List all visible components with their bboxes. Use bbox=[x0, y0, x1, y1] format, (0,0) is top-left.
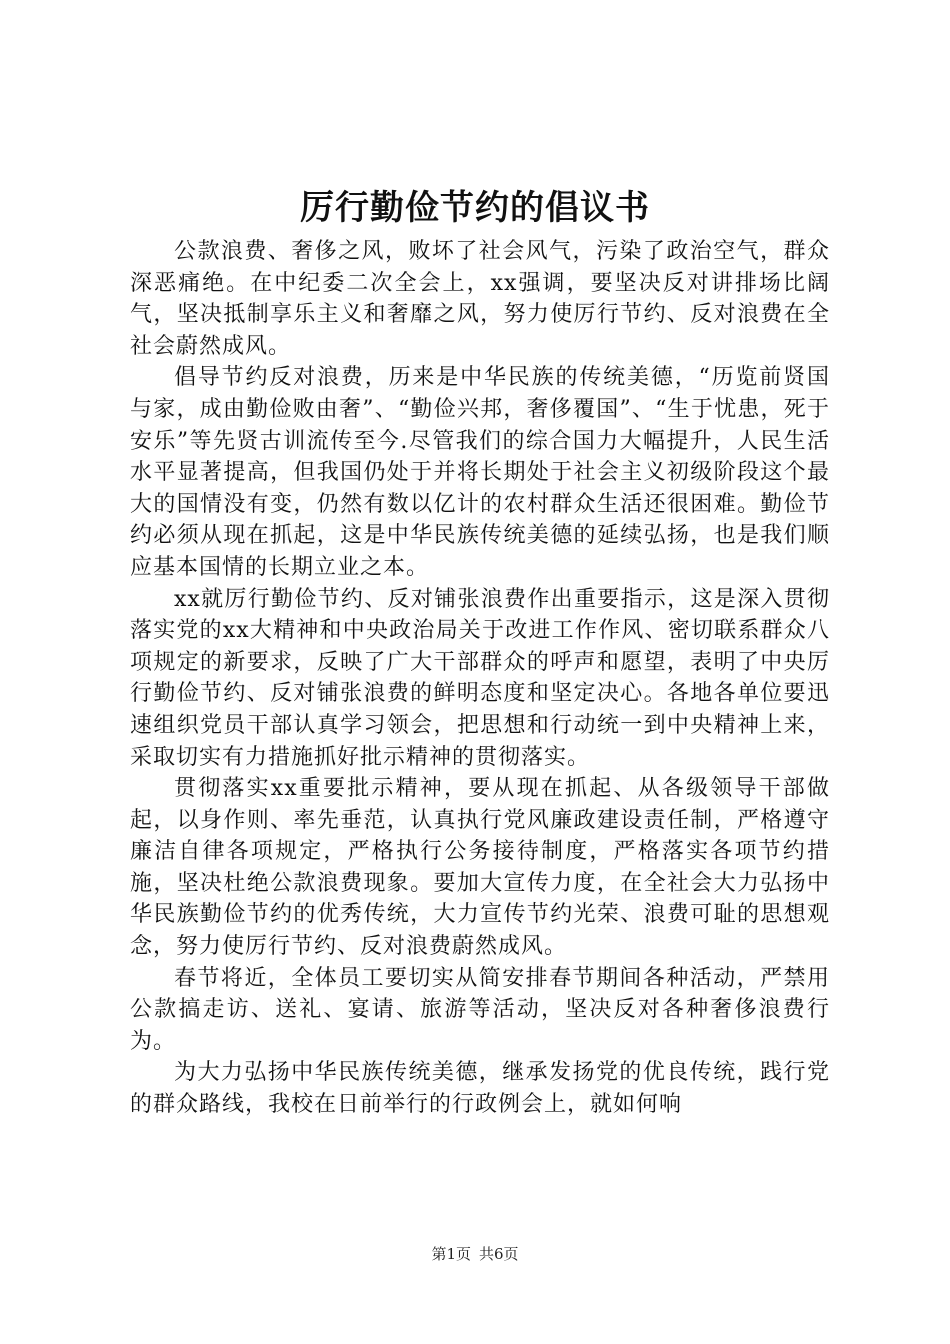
paragraph-5: 春节将近，全体员工要切实从简安排春节期间各种活动，严禁用公款搞走访、送礼、宴请、旅游等活动，坚决反对各种奢侈浪费行为。 bbox=[130, 965, 830, 1054]
paragraph-3: xx就厉行勤俭节约、反对铺张浪费作出重要指示，这是深入贯彻落实党的xx大精神和中央政治局关于改进工作作风、密切联系群众八项规定的新要求，反映了广大干部群众的呼声和愿望，表明了中央厉行勤俭节约、反对铺张浪费的鲜明态度和坚定决心。各地各单位要迅速组织党员干部认真学习领会，把思想和行动统一到中央精神上来，采取切实有力措施抓好批示精神的贯彻落实。 bbox=[130, 586, 830, 770]
paragraph-2: 倡导节约反对浪费，历来是中华民族的传统美德，“历览前贤国与家，成由勤俭败由奢”、“勤俭兴邦，奢侈覆国”、“生于忧患，死于安乐”等先贤古训流传至今.尽管我们的综合国力大幅提升，人民生活水平显著提高，但我国仍处于并将长期处于社会主义初级阶段这个最大的国情没有变，仍然有数以亿计的农村群众生活还很困难。勤俭节约必须从现在抓起，这是中华民族传统美德的延续弘扬，也是我们顺应基本国情的长期立业之本。 bbox=[130, 365, 830, 580]
document-body bbox=[130, 236, 830, 1121]
paragraph-6: 为大力弘扬中华民族传统美德，继承发扬党的优良传统，践行党的群众路线，我校在日前举行的行政例会上，就如何响 bbox=[130, 1060, 830, 1118]
page-footer bbox=[0, 1244, 950, 1264]
page-number: 第1页 bbox=[431, 1245, 471, 1263]
paragraph-1: 公款浪费、奢侈之风，败坏了社会风气，污染了政治空气，群众深恶痛绝。在中纪委二次全会上，xx强调，要坚决反对讲排场比阔气，坚决抵制享乐主义和奢靡之风，努力使厉行节约、反对浪费在全社会蔚然成风。 bbox=[130, 239, 830, 359]
page-total: 共6页 bbox=[479, 1245, 519, 1263]
paragraph-4: 贯彻落实xx重要批示精神，要从现在抓起、从各级领导干部做起，以身作则、率先垂范，认真执行党风廉政建设责任制，严格遵守廉洁自律各项规定，严格执行公务接待制度，严格落实各项节约措施，坚决杜绝公款浪费现象。要加大宣传力度，在全社会大力弘扬中华民族勤俭节约的优秀传统，大力宣传节约光荣、浪费可耻的思想观念，努力使厉行节约、反对浪费蔚然成风。 bbox=[130, 776, 830, 960]
document-title: 厉行勤俭节约的倡议书 bbox=[300, 188, 650, 228]
